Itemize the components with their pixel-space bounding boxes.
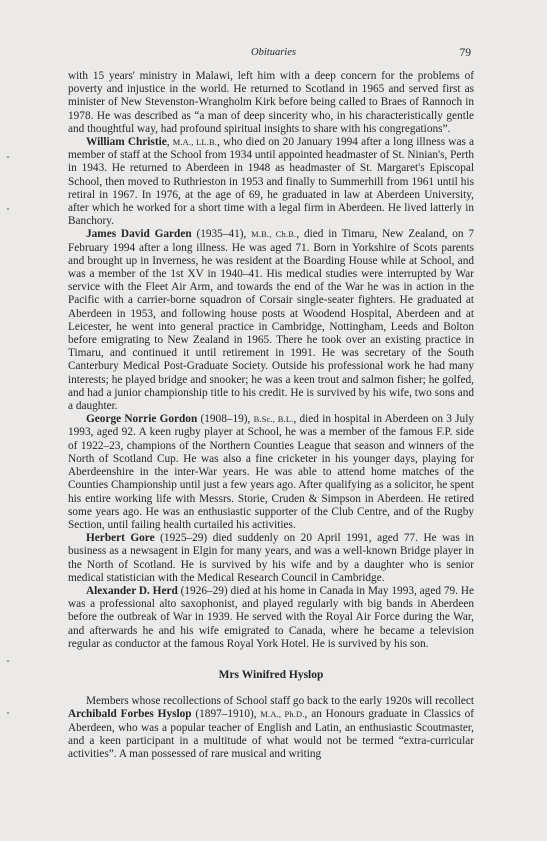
obituary-entry: [68, 413, 474, 532]
obituary-entry: [68, 532, 474, 585]
entry-meta: ,: [166, 136, 173, 149]
section-paragraph: [68, 695, 474, 761]
obituary-entry: [68, 136, 474, 228]
entry-meta: (1925–29): [154, 532, 208, 545]
scan-speck: [7, 660, 9, 662]
entry-degrees: M.A., Ph.D.: [260, 710, 305, 720]
person-name: Herbert Gore: [86, 532, 155, 545]
section-intro: Members whose recollections of School staff go back to the early 1920s will recollect: [86, 695, 474, 708]
scan-speck: [7, 156, 9, 158]
person-name: William Christie: [86, 136, 167, 149]
entry-meta: (1926–29): [177, 584, 228, 597]
entry-degrees: B.Sc., B.L.: [253, 415, 294, 425]
entry-text: died suddenly on 20 April 1991, aged 77. He was in business as a newsagent in Elgin for many years, and was a well-known Bridge player in the North of Scotland. He is survived by his wife and by a daughter who is senior medical statistician with the Medical Research Council in Cambridge.: [68, 532, 474, 584]
entry-meta: (1897–1910),: [191, 708, 261, 721]
entry-meta: (1935–41),: [191, 228, 252, 241]
person-name: George Norrie Gordon: [86, 413, 198, 426]
entry-text: died at his home in Canada in May 1993, aged 79. He was a professional alto saxophonist, and played regularly with big bands in Aberdeen before the outbreak of War in 1939. He served with the Royal Air Force during the War, and afterwards he and his wife emigrated to Canada, where he became a television regular as conductor at the famous Royal York Hotel. He is survived by his son.: [68, 584, 474, 650]
entry-text: , died in hospital in Aberdeen on 3 July 1993, aged 92. A keen rugby player at School, he was a member of the famous F.P. side of 1922–23, champions of the Northern Counties League that season and winners of the North of Scotland Cup. He was also a fine cricketer in his younger days, playing for Aberdeenshire in the inter-War years. He was able to attend home matches of the Counties Championship until just a few years ago. After qualifying as a solicitor, he spent his entire working life with Messrs. Storie, Cruden & Simpson in Aberdeen. He retired some years ago. He was an enthusiastic supporter of the Club Centre, and of the Rugby Section, until failing health curtailed his activities.: [68, 413, 474, 531]
entry-text: , who died on 20 January 1994 after a long illness was a member of staff at the School from 1934 until appointed headmaster of St. Ninian's, Perth in 1943. He returned to Aberdeen in 1948 as headmaster of St. Margaret's Episcopal School, then moved to Ruthrieston in 1953 and finally to Summerhill from 1961 until his retiral in 1967. In 1976, at the age of 69, he graduated in law at Aberdeen University, after which he worked for a short time with a legal firm in Aberdeen. He lived latterly in Banchory.: [68, 136, 475, 228]
entry-degrees: M.A., LL.B.: [172, 138, 218, 148]
section-heading: Mrs Winifred Hyslop: [218, 668, 324, 681]
running-head: Obituaries: [251, 47, 296, 58]
person-name: Archibald Forbes Hyslop: [68, 708, 192, 721]
scan-speck: [7, 208, 9, 210]
scan-speck: [7, 712, 9, 714]
obituaries-body: [68, 70, 474, 761]
continuation-paragraph: with 15 years' ministry in Malawi, left him with a deep concern for the problems of poverty and injustice in the world. He returned to Scotland in 1965 and served first as minister of New Stevenston-Wrangholm Kirk before being called to Braes of Rannoch in 1978. He was described as “a man of deep sincerity who, in his characteristically gentle and thoughtful way, had profound spiritual insights to share with his congregations”.: [68, 70, 474, 135]
obituary-entry: [68, 228, 474, 413]
person-name: Alexander D. Herd: [86, 584, 178, 597]
entry-text: , died in Timaru, New Zealand, on 7 February 1994 after a long illness. He was aged 71. Born in Yorkshire of Scots parents and brought up in Inverness, he was resident at the Boarding House while at School, and was a member of the 1st XV in 1940–41. His medical studies were interrupted by War service with the Fleet Air Arm, and towards the end of the War he was in action in the Pacific with a carrier-borne squadron of Corsair single-seater fighters. He graduated at Aberdeen in 1953, and following house posts at Woodend Hospital, Aberdeen and at Leicester, he went into general practice in Cambridge, Nottingham, Leeds and Bolton before emigrating to New Zealand in 1965. There he took over an existing practice in Timaru, and continued it until retirement in 1991. He was secretary of the South Canterbury Medical Post-Graduate Society. Outside his professional work he had many interests; he played bridge and snooker; he was a keen trout and salmon fisher; he golfed, and had a junior championship title to his credit. He is survived by his wife, two sons and a daughter.: [68, 228, 474, 413]
page-header: [0, 46, 547, 60]
obituary-entry: [68, 585, 474, 651]
entry-degrees: M.B., Ch.B.: [251, 230, 297, 240]
entry-meta: (1908–19),: [197, 413, 254, 426]
page-number: 79: [459, 47, 471, 59]
entry-text: , an Honours graduate in Classics of Aberdeen, who was a popular teacher of English and Latin, an enthusiastic Scoutmaster, and a keen participant in a multitude of what would not be termed “extra-curricular activities”. A man possessed of rare musical and writing: [68, 708, 474, 760]
person-name: James David Garden: [86, 228, 192, 241]
